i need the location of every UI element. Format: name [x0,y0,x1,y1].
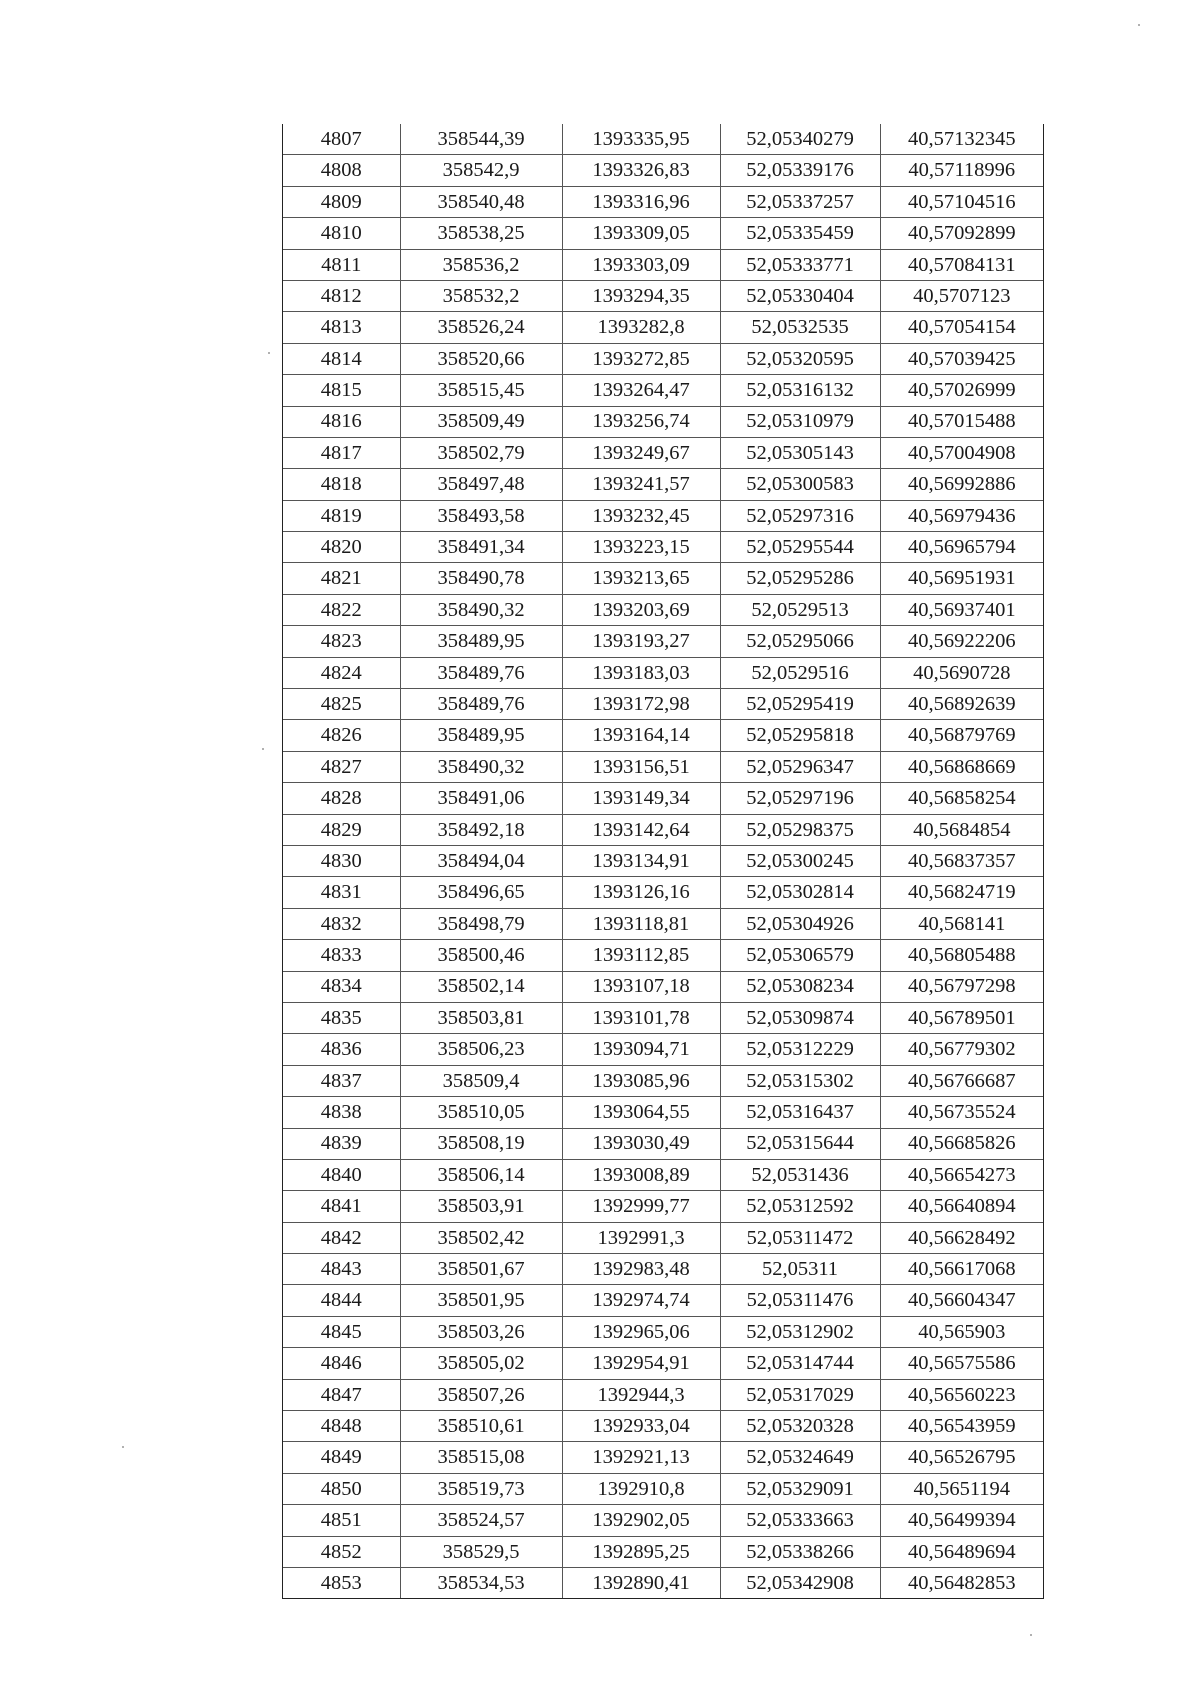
table-row [283,1536,1043,1567]
table-row [283,814,1043,845]
point-number-cell: 4841 [283,1191,400,1222]
table-row [283,1002,1043,1033]
longitude-cell: 40,56766687 [880,1065,1043,1096]
longitude-cell: 40,56526795 [880,1442,1043,1473]
point-number-cell: 4827 [283,751,400,782]
longitude-cell: 40,5690728 [880,657,1043,688]
longitude-cell: 40,57026999 [880,375,1043,406]
latitude-cell: 52,05339176 [720,155,880,186]
x-coordinate-cell: 358515,45 [400,375,562,406]
y-coordinate-cell: 1392983,48 [562,1254,720,1285]
latitude-cell: 52,05315302 [720,1065,880,1096]
table-row [283,751,1043,782]
y-coordinate-cell: 1393172,98 [562,689,720,720]
point-number-cell: 4845 [283,1316,400,1347]
longitude-cell: 40,56805488 [880,940,1043,971]
latitude-cell: 52,0532535 [720,312,880,343]
x-coordinate-cell: 358498,79 [400,908,562,939]
y-coordinate-cell: 1393203,69 [562,594,720,625]
point-number-cell: 4847 [283,1379,400,1410]
x-coordinate-cell: 358490,32 [400,751,562,782]
y-coordinate-cell: 1393326,83 [562,155,720,186]
longitude-cell: 40,56628492 [880,1222,1043,1253]
x-coordinate-cell: 358529,5 [400,1536,562,1567]
longitude-cell: 40,56604347 [880,1285,1043,1316]
x-coordinate-cell: 358509,4 [400,1065,562,1096]
y-coordinate-cell: 1393272,85 [562,343,720,374]
point-number-cell: 4819 [283,500,400,531]
y-coordinate-cell: 1393107,18 [562,971,720,1002]
point-number-cell: 4813 [283,312,400,343]
x-coordinate-cell: 358496,65 [400,877,562,908]
table-row [283,971,1043,1002]
y-coordinate-cell: 1393149,34 [562,783,720,814]
y-coordinate-cell: 1393294,35 [562,280,720,311]
longitude-cell: 40,57054154 [880,312,1043,343]
y-coordinate-cell: 1393223,15 [562,532,720,563]
x-coordinate-cell: 358544,39 [400,124,562,155]
point-number-cell: 4822 [283,594,400,625]
latitude-cell: 52,0529513 [720,594,880,625]
latitude-cell: 52,05329091 [720,1473,880,1504]
longitude-cell: 40,56640894 [880,1191,1043,1222]
longitude-cell: 40,57039425 [880,343,1043,374]
longitude-cell: 40,56979436 [880,500,1043,531]
y-coordinate-cell: 1392921,13 [562,1442,720,1473]
latitude-cell: 52,05335459 [720,218,880,249]
x-coordinate-cell: 358536,2 [400,249,562,280]
y-coordinate-cell: 1392890,41 [562,1567,720,1598]
x-coordinate-cell: 358532,2 [400,280,562,311]
y-coordinate-cell: 1393094,71 [562,1034,720,1065]
longitude-cell: 40,56992886 [880,469,1043,500]
scan-speck [1030,1634,1032,1636]
x-coordinate-cell: 358510,05 [400,1097,562,1128]
x-coordinate-cell: 358489,76 [400,657,562,688]
x-coordinate-cell: 358503,91 [400,1191,562,1222]
point-number-cell: 4814 [283,343,400,374]
point-number-cell: 4833 [283,940,400,971]
x-coordinate-cell: 358509,49 [400,406,562,437]
x-coordinate-cell: 358510,61 [400,1411,562,1442]
table-row [283,720,1043,751]
latitude-cell: 52,05296347 [720,751,880,782]
table-row [283,155,1043,186]
y-coordinate-cell: 1392974,74 [562,1285,720,1316]
table-row [283,877,1043,908]
y-coordinate-cell: 1392965,06 [562,1316,720,1347]
longitude-cell: 40,56654273 [880,1159,1043,1190]
latitude-cell: 52,05297196 [720,783,880,814]
latitude-cell: 52,05314744 [720,1348,880,1379]
latitude-cell: 52,05312592 [720,1191,880,1222]
x-coordinate-cell: 358534,53 [400,1567,562,1598]
y-coordinate-cell: 1393126,16 [562,877,720,908]
table-row [283,312,1043,343]
table-row [283,218,1043,249]
longitude-cell: 40,57132345 [880,124,1043,155]
table-row [283,626,1043,657]
y-coordinate-cell: 1393213,65 [562,563,720,594]
point-number-cell: 4817 [283,437,400,468]
table-row [283,124,1043,155]
latitude-cell: 52,05320328 [720,1411,880,1442]
x-coordinate-cell: 358520,66 [400,343,562,374]
point-number-cell: 4846 [283,1348,400,1379]
point-number-cell: 4834 [283,971,400,1002]
table-row [283,1442,1043,1473]
table-row [283,186,1043,217]
y-coordinate-cell: 1393112,85 [562,940,720,971]
point-number-cell: 4824 [283,657,400,688]
latitude-cell: 52,05295286 [720,563,880,594]
x-coordinate-cell: 358538,25 [400,218,562,249]
point-number-cell: 4835 [283,1002,400,1033]
scan-speck [268,352,270,354]
point-number-cell: 4807 [283,124,400,155]
x-coordinate-cell: 358515,08 [400,1442,562,1473]
y-coordinate-cell: 1393101,78 [562,1002,720,1033]
point-number-cell: 4849 [283,1442,400,1473]
y-coordinate-cell: 1393249,67 [562,437,720,468]
table-row [283,1065,1043,1096]
x-coordinate-cell: 358526,24 [400,312,562,343]
x-coordinate-cell: 358542,9 [400,155,562,186]
point-number-cell: 4836 [283,1034,400,1065]
longitude-cell: 40,5684854 [880,814,1043,845]
table-row [283,1285,1043,1316]
latitude-cell: 52,05305143 [720,437,880,468]
table-row [283,689,1043,720]
table-row [283,532,1043,563]
y-coordinate-cell: 1393134,91 [562,845,720,876]
y-coordinate-cell: 1393085,96 [562,1065,720,1096]
y-coordinate-cell: 1392933,04 [562,1411,720,1442]
table-row [283,1379,1043,1410]
longitude-cell: 40,56489694 [880,1536,1043,1567]
table-row [283,1034,1043,1065]
point-number-cell: 4844 [283,1285,400,1316]
latitude-cell: 52,05316132 [720,375,880,406]
y-coordinate-cell: 1393264,47 [562,375,720,406]
x-coordinate-cell: 358540,48 [400,186,562,217]
y-coordinate-cell: 1393008,89 [562,1159,720,1190]
y-coordinate-cell: 1393303,09 [562,249,720,280]
point-number-cell: 4831 [283,877,400,908]
x-coordinate-cell: 358524,57 [400,1505,562,1536]
longitude-cell: 40,568141 [880,908,1043,939]
x-coordinate-cell: 358489,95 [400,626,562,657]
table-row [283,845,1043,876]
x-coordinate-cell: 358502,14 [400,971,562,1002]
y-coordinate-cell: 1393282,8 [562,312,720,343]
y-coordinate-cell: 1393164,14 [562,720,720,751]
table-row [283,657,1043,688]
y-coordinate-cell: 1393030,49 [562,1128,720,1159]
longitude-cell: 40,56543959 [880,1411,1043,1442]
latitude-cell: 52,05309874 [720,1002,880,1033]
y-coordinate-cell: 1393335,95 [562,124,720,155]
x-coordinate-cell: 358503,81 [400,1002,562,1033]
y-coordinate-cell: 1392999,77 [562,1191,720,1222]
y-coordinate-cell: 1393256,74 [562,406,720,437]
table-row [283,908,1043,939]
x-coordinate-cell: 358501,67 [400,1254,562,1285]
point-number-cell: 4816 [283,406,400,437]
table-row [283,1316,1043,1347]
longitude-cell: 40,56879769 [880,720,1043,751]
longitude-cell: 40,56965794 [880,532,1043,563]
longitude-cell: 40,56868669 [880,751,1043,782]
latitude-cell: 52,05315644 [720,1128,880,1159]
longitude-cell: 40,57092899 [880,218,1043,249]
latitude-cell: 52,05317029 [720,1379,880,1410]
x-coordinate-cell: 358503,26 [400,1316,562,1347]
latitude-cell: 52,05295544 [720,532,880,563]
latitude-cell: 52,05312229 [720,1034,880,1065]
latitude-cell: 52,05311476 [720,1285,880,1316]
coordinates-table-body [283,124,1043,1598]
longitude-cell: 40,56789501 [880,1002,1043,1033]
point-number-cell: 4839 [283,1128,400,1159]
longitude-cell: 40,56837357 [880,845,1043,876]
x-coordinate-cell: 358493,58 [400,500,562,531]
point-number-cell: 4852 [283,1536,400,1567]
table-row [283,1191,1043,1222]
table-row [283,343,1043,374]
x-coordinate-cell: 358490,78 [400,563,562,594]
latitude-cell: 52,05330404 [720,280,880,311]
y-coordinate-cell: 1393316,96 [562,186,720,217]
point-number-cell: 4808 [283,155,400,186]
y-coordinate-cell: 1393309,05 [562,218,720,249]
longitude-cell: 40,56499394 [880,1505,1043,1536]
point-number-cell: 4823 [283,626,400,657]
point-number-cell: 4840 [283,1159,400,1190]
table-row [283,1505,1043,1536]
longitude-cell: 40,56575586 [880,1348,1043,1379]
longitude-cell: 40,56937401 [880,594,1043,625]
x-coordinate-cell: 358489,95 [400,720,562,751]
latitude-cell: 52,05338266 [720,1536,880,1567]
coordinates-table [283,124,1043,1598]
table-row [283,1254,1043,1285]
longitude-cell: 40,56560223 [880,1379,1043,1410]
longitude-cell: 40,56797298 [880,971,1043,1002]
table-row [283,500,1043,531]
point-number-cell: 4810 [283,218,400,249]
longitude-cell: 40,56951931 [880,563,1043,594]
x-coordinate-cell: 358505,02 [400,1348,562,1379]
point-number-cell: 4848 [283,1411,400,1442]
scan-speck [1138,24,1140,26]
x-coordinate-cell: 358506,23 [400,1034,562,1065]
scan-speck [262,748,264,750]
table-row [283,1128,1043,1159]
table-row [283,469,1043,500]
point-number-cell: 4853 [283,1567,400,1598]
latitude-cell: 52,05306579 [720,940,880,971]
table-row [283,783,1043,814]
point-number-cell: 4842 [283,1222,400,1253]
x-coordinate-cell: 358497,48 [400,469,562,500]
longitude-cell: 40,5707123 [880,280,1043,311]
point-number-cell: 4825 [283,689,400,720]
latitude-cell: 52,05342908 [720,1567,880,1598]
longitude-cell: 40,57118996 [880,155,1043,186]
longitude-cell: 40,57004908 [880,437,1043,468]
latitude-cell: 52,05298375 [720,814,880,845]
y-coordinate-cell: 1393156,51 [562,751,720,782]
latitude-cell: 52,05308234 [720,971,880,1002]
x-coordinate-cell: 358491,06 [400,783,562,814]
longitude-cell: 40,56685826 [880,1128,1043,1159]
y-coordinate-cell: 1393142,64 [562,814,720,845]
table-row [283,280,1043,311]
longitude-cell: 40,5651194 [880,1473,1043,1504]
y-coordinate-cell: 1392902,05 [562,1505,720,1536]
coordinates-table-frame [282,124,1044,1599]
table-row [283,1348,1043,1379]
table-row [283,1097,1043,1128]
latitude-cell: 52,05297316 [720,500,880,531]
table-row [283,406,1043,437]
point-number-cell: 4818 [283,469,400,500]
x-coordinate-cell: 358492,18 [400,814,562,845]
x-coordinate-cell: 358507,26 [400,1379,562,1410]
longitude-cell: 40,57084131 [880,249,1043,280]
y-coordinate-cell: 1392910,8 [562,1473,720,1504]
longitude-cell: 40,56858254 [880,783,1043,814]
point-number-cell: 4828 [283,783,400,814]
x-coordinate-cell: 358508,19 [400,1128,562,1159]
table-row [283,940,1043,971]
x-coordinate-cell: 358491,34 [400,532,562,563]
point-number-cell: 4837 [283,1065,400,1096]
y-coordinate-cell: 1392944,3 [562,1379,720,1410]
latitude-cell: 52,0531436 [720,1159,880,1190]
point-number-cell: 4811 [283,249,400,280]
latitude-cell: 52,05333771 [720,249,880,280]
point-number-cell: 4830 [283,845,400,876]
latitude-cell: 52,05295818 [720,720,880,751]
y-coordinate-cell: 1393118,81 [562,908,720,939]
y-coordinate-cell: 1392991,3 [562,1222,720,1253]
table-row [283,1567,1043,1598]
latitude-cell: 52,05295066 [720,626,880,657]
longitude-cell: 40,56824719 [880,877,1043,908]
table-row [283,1473,1043,1504]
longitude-cell: 40,56482853 [907,1571,1016,1594]
point-number-cell: 4829 [283,814,400,845]
point-number-cell: 4826 [283,720,400,751]
longitude-cell: 40,56892639 [880,689,1043,720]
table-row [283,594,1043,625]
latitude-cell: 52,05333663 [720,1505,880,1536]
point-number-cell: 4815 [283,375,400,406]
longitude-cell: 40,56922206 [880,626,1043,657]
x-coordinate-cell: 358490,32 [400,594,562,625]
x-coordinate-cell: 358501,95 [400,1285,562,1316]
y-coordinate-cell: 1393064,55 [562,1097,720,1128]
latitude-cell: 52,05340279 [720,124,880,155]
x-coordinate-cell: 358519,73 [400,1473,562,1504]
point-number-cell: 4850 [283,1473,400,1504]
x-coordinate-cell: 358494,04 [400,845,562,876]
table-row [283,563,1043,594]
latitude-cell: 52,05300583 [720,469,880,500]
latitude-cell: 52,05295419 [720,689,880,720]
longitude-cell: 40,56617068 [880,1254,1043,1285]
latitude-cell: 52,05310979 [720,406,880,437]
point-number-cell: 4821 [283,563,400,594]
scan-speck [122,1446,124,1448]
latitude-cell: 52,0529516 [720,657,880,688]
x-coordinate-cell: 358502,42 [400,1222,562,1253]
point-number-cell: 4838 [283,1097,400,1128]
latitude-cell: 52,05320595 [720,343,880,374]
point-number-cell: 4832 [283,908,400,939]
point-number-cell: 4851 [283,1505,400,1536]
longitude-cell: 40,56735524 [880,1097,1043,1128]
table-row [283,375,1043,406]
latitude-cell: 52,05300245 [720,845,880,876]
longitude-cell: 40,56779302 [880,1034,1043,1065]
longitude-cell: 40,57104516 [880,186,1043,217]
point-number-cell: 4843 [283,1254,400,1285]
point-number-cell: 4812 [283,280,400,311]
latitude-cell: 52,05337257 [720,186,880,217]
x-coordinate-cell: 358489,76 [400,689,562,720]
y-coordinate-cell: 1392954,91 [562,1348,720,1379]
x-coordinate-cell: 358502,79 [400,437,562,468]
x-coordinate-cell: 358500,46 [400,940,562,971]
point-number-cell: 4820 [283,532,400,563]
table-row [283,249,1043,280]
point-number-cell: 4809 [283,186,400,217]
table-row [283,1222,1043,1253]
table-row [283,437,1043,468]
table-row [283,1411,1043,1442]
latitude-cell: 52,05312902 [720,1316,880,1347]
latitude-cell: 52,05311472 [720,1222,880,1253]
y-coordinate-cell: 1393193,27 [562,626,720,657]
latitude-cell: 52,05304926 [720,908,880,939]
longitude-cell: 40,57015488 [880,406,1043,437]
longitude-cell: 40,565903 [880,1316,1043,1347]
y-coordinate-cell: 1393232,45 [562,500,720,531]
latitude-cell: 52,05302814 [720,877,880,908]
latitude-cell: 52,05316437 [720,1097,880,1128]
latitude-cell: 52,05311 [720,1254,880,1285]
y-coordinate-cell: 1393183,03 [562,657,720,688]
table-row [283,1159,1043,1190]
y-coordinate-cell: 1392895,25 [562,1536,720,1567]
y-coordinate-cell: 1393241,57 [562,469,720,500]
x-coordinate-cell: 358506,14 [400,1159,562,1190]
latitude-cell: 52,05324649 [720,1442,880,1473]
